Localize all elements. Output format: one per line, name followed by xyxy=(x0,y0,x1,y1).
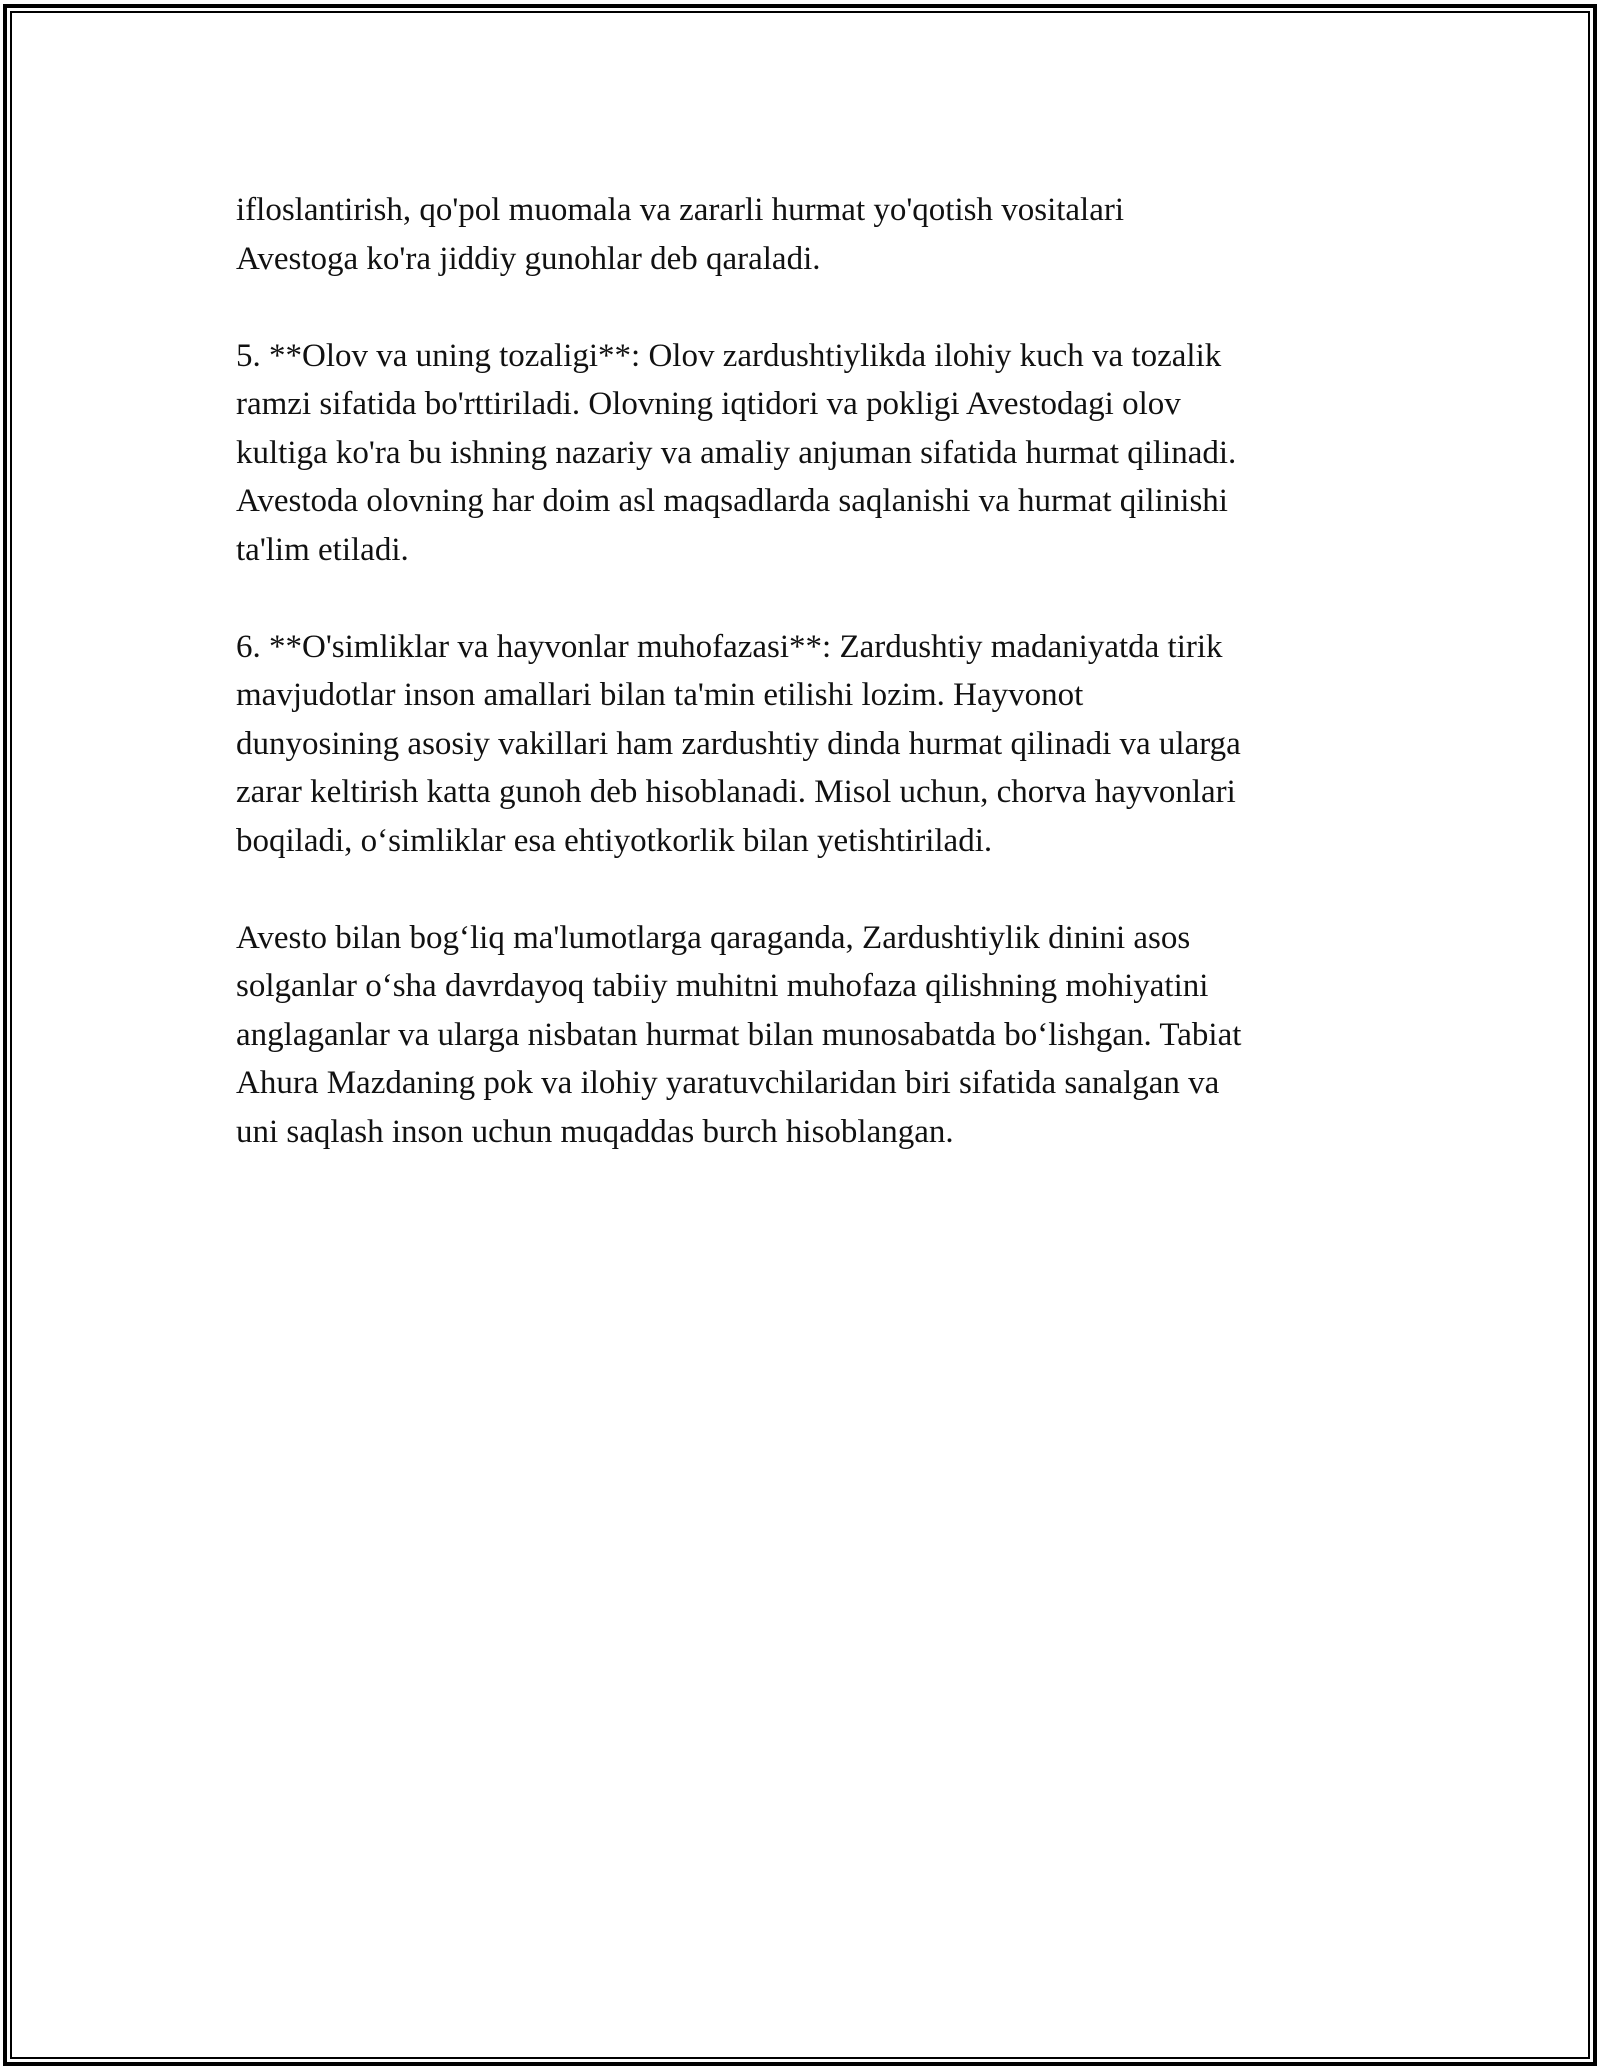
document-body xyxy=(236,186,1366,1205)
paragraph-fire-purity: 5. **Olov va uning tozaligi**: Olov zardushtiylikda ilohiy kuch va tozalik ramzi sifatida bo'rttiriladi. Olovning iqtidori va pokligi Avestodagi olov kultiga ko'ra bu ishning nazariy va amaliy anjuman sifatida hurmat qilinadi. Avestoda olovning har doim asl maqsadlarda saqlanishi va hurmat qilinishi ta'lim etiladi. xyxy=(236,337,1237,568)
paragraph-conclusion: Avesto bilan bog‘liq ma'lumotlarga qaraganda, Zardushtiylik dinini asos solganlar o‘sha davrdayoq tabiiy muhitni muhofaza qilishning mohiyatini anglaganlar va ularga nisbatan hurmat bilan munosabatda bo‘lishgan. Tabiat Ahura Mazdaning pok va ilohiy yaratuvchilaridan biri sifatida sanalgan va uni saqlash inson uchun muqaddas burch hisoblangan. xyxy=(236,919,1242,1150)
paragraph-plants-animals: 6. **O'simliklar va hayvonlar muhofazasi**: Zardushtiy madaniyatda tirik mavjudotlar inson amallari bilan ta'min etilishi lozim. Hayvonot dunyosining asosiy vakillari ham zardushtiy dinda hurmat qilinadi va ularga zarar keltirish katta gunoh deb hisoblanadi. Misol uchun, chorva hayvonlari boqiladi, o‘simliklar esa ehtiyotkorlik bilan yetishtiriladi. xyxy=(236,628,1241,859)
paragraph-continuation: ifloslantirish, qo'pol muomala va zararli hurmat yo'qotish vositalari Avestoga ko'ra jiddiy gunohlar deb qaraladi. xyxy=(236,192,1125,277)
